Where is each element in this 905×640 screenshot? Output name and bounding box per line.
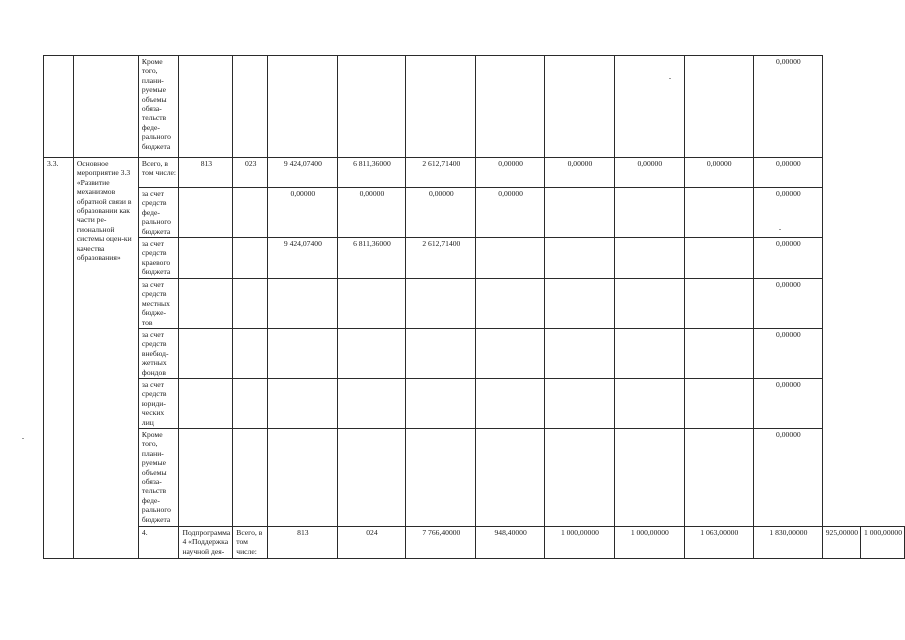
- year-2-amount: [406, 56, 476, 158]
- table-row: [44, 188, 905, 238]
- year-7-amount: 0,00000: [754, 429, 823, 527]
- section-code: [233, 379, 268, 429]
- year-6-amount: [684, 238, 753, 279]
- year-2-amount: [406, 279, 476, 329]
- year-3-amount: [476, 429, 544, 527]
- total-amount: 0,00000: [268, 188, 337, 238]
- section-code: [233, 279, 268, 329]
- grbs-code: [179, 429, 233, 527]
- section-code: [233, 238, 268, 279]
- scan-speck: [669, 78, 671, 79]
- year-6-amount: [684, 379, 753, 429]
- year-3-amount: 0,00000: [476, 188, 544, 238]
- total-amount: 9 424,07400: [268, 238, 337, 279]
- year-3-amount: [476, 379, 544, 429]
- section-code: 023: [233, 158, 268, 188]
- grbs-code: [179, 279, 233, 329]
- year-7-amount: 0,00000: [754, 279, 823, 329]
- funding-source: Всего, в том числе:: [138, 158, 179, 188]
- funding-source: за счет средств местных бюдже-тов: [138, 279, 179, 329]
- table-row: [44, 56, 905, 158]
- section-code: [233, 56, 268, 158]
- year-2-amount: 1 000,00000: [544, 527, 614, 559]
- grbs-code: [179, 238, 233, 279]
- year-2-amount: 2 612,71400: [406, 238, 476, 279]
- year-3-amount: [476, 56, 544, 158]
- year-4-amount: [544, 329, 614, 379]
- year-6-amount: [684, 56, 753, 158]
- year-7-amount: 0,00000: [754, 158, 823, 188]
- grbs-code: [179, 188, 233, 238]
- year-2-amount: [406, 329, 476, 379]
- year-1-amount: [337, 429, 406, 527]
- year-3-amount: [476, 279, 544, 329]
- year-4-amount: [544, 56, 614, 158]
- year-4-amount: [544, 429, 614, 527]
- section-code: [233, 188, 268, 238]
- funding-source: Кроме того, плани-руемые объемы обяза-тельств феде-рального бюджета: [138, 429, 179, 527]
- year-1-amount: 6 811,36000: [337, 238, 406, 279]
- year-6-amount: 0,00000: [684, 158, 753, 188]
- budget-table: [43, 55, 905, 559]
- table-row: [44, 379, 905, 429]
- year-1-amount: 948,40000: [476, 527, 544, 559]
- activity-name: Основное мероприятие 3.3 «Развитие механизмов обратной связи в образовании как части ре-гиональной системы оцен-ки качества образования»: [73, 158, 138, 559]
- activity-name: [73, 56, 138, 158]
- year-5-amount: [615, 238, 684, 279]
- year-6-amount: 925,00000: [822, 527, 860, 559]
- row-number: 3.3.: [44, 158, 74, 559]
- year-3-amount: [476, 329, 544, 379]
- total-amount: [268, 279, 337, 329]
- year-5-amount: [615, 379, 684, 429]
- table-row: [44, 527, 905, 559]
- table-row: [44, 238, 905, 279]
- year-7-amount: 0,00000: [754, 238, 823, 279]
- total-amount: 7 766,40000: [406, 527, 476, 559]
- grbs-code: 813: [179, 158, 233, 188]
- table-row: [44, 329, 905, 379]
- year-7-amount: 0,00000: [754, 188, 823, 238]
- year-6-amount: [684, 279, 753, 329]
- year-1-amount: [337, 379, 406, 429]
- year-4-amount: [544, 279, 614, 329]
- funding-source: Всего, в том числе:: [233, 527, 268, 559]
- year-4-amount: 1 063,00000: [684, 527, 753, 559]
- funding-source: Кроме того, плани-руемые объемы обяза-тельств феде-рального бюджета: [138, 56, 179, 158]
- total-amount: [268, 379, 337, 429]
- total-amount: [268, 56, 337, 158]
- activity-name: Подпрограмма 4 «Поддержка научной дея-: [179, 527, 233, 559]
- grbs-code: [179, 379, 233, 429]
- year-7-amount: 0,00000: [754, 56, 823, 158]
- section-code: [233, 329, 268, 379]
- section-code: [233, 429, 268, 527]
- year-1-amount: [337, 279, 406, 329]
- grbs-code: [179, 56, 233, 158]
- year-7-amount: 1 000,00000: [861, 527, 905, 559]
- funding-source: за счет средств внебюд-жетных фондов: [138, 329, 179, 379]
- scan-speck: [22, 438, 24, 439]
- funding-source: за счет средств юриди-ческих лиц: [138, 379, 179, 429]
- year-2-amount: 2 612,71400: [406, 158, 476, 188]
- year-5-amount: [615, 188, 684, 238]
- year-1-amount: 0,00000: [337, 188, 406, 238]
- year-2-amount: [406, 379, 476, 429]
- table-row: [44, 279, 905, 329]
- table-row: [44, 158, 905, 188]
- total-amount: [268, 329, 337, 379]
- year-5-amount: [615, 329, 684, 379]
- row-number: 4.: [138, 527, 179, 559]
- table-row: [44, 429, 905, 527]
- year-7-amount: 0,00000: [754, 329, 823, 379]
- year-1-amount: 6 811,36000: [337, 158, 406, 188]
- year-4-amount: [544, 379, 614, 429]
- year-5-amount: [615, 429, 684, 527]
- year-5-amount: 1 830,00000: [754, 527, 823, 559]
- section-code: 024: [337, 527, 406, 559]
- row-number: [44, 56, 74, 158]
- grbs-code: [179, 329, 233, 379]
- year-6-amount: [684, 329, 753, 379]
- year-1-amount: [337, 329, 406, 379]
- year-3-amount: [476, 238, 544, 279]
- funding-source: за счет средств краевого бюджета: [138, 238, 179, 279]
- year-3-amount: 0,00000: [476, 158, 544, 188]
- year-5-amount: [615, 56, 684, 158]
- year-7-amount: 0,00000: [754, 379, 823, 429]
- year-6-amount: [684, 188, 753, 238]
- grbs-code: 813: [268, 527, 337, 559]
- total-amount: [268, 429, 337, 527]
- scan-speck: [779, 229, 781, 230]
- year-4-amount: [544, 188, 614, 238]
- year-6-amount: [684, 429, 753, 527]
- year-4-amount: [544, 238, 614, 279]
- total-amount: 9 424,07400: [268, 158, 337, 188]
- year-3-amount: 1 000,00000: [615, 527, 684, 559]
- year-1-amount: [337, 56, 406, 158]
- year-5-amount: 0,00000: [615, 158, 684, 188]
- year-5-amount: [615, 279, 684, 329]
- funding-source: за счет средств феде-рального бюджета: [138, 188, 179, 238]
- year-2-amount: [406, 429, 476, 527]
- year-4-amount: 0,00000: [544, 158, 614, 188]
- year-2-amount: 0,00000: [406, 188, 476, 238]
